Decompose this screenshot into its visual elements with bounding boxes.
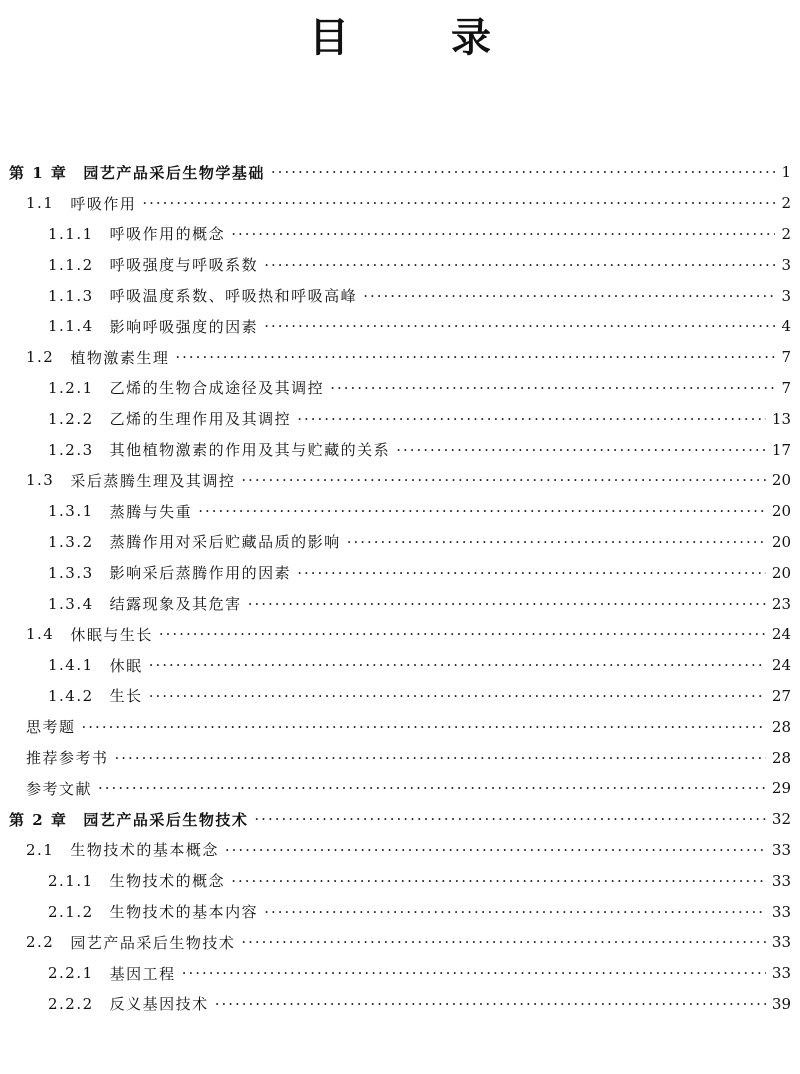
toc-entry-number: 1.1.1	[48, 224, 94, 243]
toc-entry-page-number: 27	[771, 686, 791, 705]
toc-subsection-entry[interactable]	[0, 311, 800, 342]
toc-entry-page-number: 24	[771, 625, 791, 644]
toc-entry-title: 呼吸作用	[70, 194, 137, 213]
toc-entry-number: 1.3.3	[48, 563, 94, 582]
toc-subsection-entry[interactable]	[0, 681, 800, 712]
toc-entry-title: 园艺产品采后生物技术	[83, 810, 249, 829]
toc-entry-title: 采后蒸腾生理及其调控	[70, 471, 236, 490]
toc-subsection-entry[interactable]	[0, 373, 800, 404]
toc-entry-title: 影响呼吸强度的因素	[109, 317, 259, 336]
toc-entry-title: 思考题	[26, 718, 76, 737]
toc-entry-page-number: 20	[771, 471, 791, 490]
toc-entry-page-number: 20	[771, 502, 791, 521]
toc-entry-page-number: 7	[781, 348, 791, 367]
toc-entry-number: 1.3.4	[48, 594, 94, 613]
toc-entry-page-number: 20	[771, 532, 791, 551]
toc-leader-dots	[330, 379, 775, 397]
toc-section-entry[interactable]	[0, 188, 800, 219]
toc-subsection-entry[interactable]	[0, 434, 800, 465]
toc-section-entry[interactable]	[0, 342, 800, 373]
toc-entry-number: 1.3.2	[48, 532, 94, 551]
toc-entry-title: 园艺产品采后生物技术	[70, 933, 236, 952]
toc-leader-dots	[149, 687, 766, 705]
toc-leader-dots	[142, 194, 775, 212]
toc-leader-dots	[182, 964, 766, 982]
toc-entry-title: 乙烯的生理作用及其调控	[109, 410, 292, 429]
toc-entry-title: 生物技术的概念	[109, 872, 226, 891]
toc-leader-dots	[231, 225, 775, 243]
toc-entry-number: 1.3.1	[48, 502, 94, 521]
toc-entry-page-number: 13	[771, 409, 791, 428]
toc-section-entry[interactable]	[0, 711, 800, 742]
toc-leader-dots	[264, 256, 775, 274]
toc-entry-number: 1.1	[26, 194, 55, 213]
toc-leader-dots	[159, 625, 766, 643]
toc-leader-dots	[198, 502, 766, 520]
toc-leader-dots	[215, 995, 766, 1013]
toc-subsection-entry[interactable]	[0, 249, 800, 280]
toc-entry-page-number: 23	[771, 594, 791, 613]
toc-entry-title: 呼吸作用的概念	[109, 225, 226, 244]
toc-leader-dots	[231, 872, 766, 890]
toc-subsection-entry[interactable]	[0, 989, 800, 1020]
toc-leader-dots	[297, 564, 766, 582]
toc-entry-page-number: 17	[771, 440, 791, 459]
toc-entry-number: 2.1.1	[48, 871, 94, 890]
toc-entry-number: 1.1.2	[48, 255, 94, 274]
toc-leader-dots	[115, 749, 766, 767]
toc-entry-number: 2.2.2	[48, 994, 94, 1013]
toc-leader-dots	[347, 533, 766, 551]
toc-entry-number: 第 2 章	[9, 810, 68, 829]
toc-section-entry[interactable]	[0, 927, 800, 958]
toc-entry-title: 生长	[109, 687, 143, 706]
toc-entry-page-number: 32	[771, 810, 791, 829]
toc-entry-page-number: 1	[781, 163, 791, 182]
toc-leader-dots	[241, 933, 766, 951]
toc-subsection-entry[interactable]	[0, 588, 800, 619]
toc-entry-number: 1.4.1	[48, 656, 94, 675]
toc-subsection-entry[interactable]	[0, 280, 800, 311]
toc-entry-number: 第 1 章	[9, 163, 68, 182]
toc-leader-dots	[241, 471, 766, 489]
toc-leader-dots	[264, 317, 775, 335]
toc-entry-page-number: 39	[771, 994, 791, 1013]
toc-section-entry[interactable]	[0, 742, 800, 773]
table-of-contents	[0, 157, 800, 1019]
toc-entry-number: 1.2	[26, 348, 55, 367]
toc-entry-number: 1.1.4	[48, 317, 94, 336]
toc-entry-page-number: 4	[781, 317, 791, 336]
toc-leader-dots	[254, 810, 766, 828]
toc-leader-dots	[175, 348, 775, 366]
toc-entry-page-number: 33	[771, 933, 791, 952]
toc-leader-dots	[82, 718, 766, 736]
toc-section-entry[interactable]	[0, 465, 800, 496]
toc-entry-title: 生物技术的基本内容	[109, 903, 259, 922]
toc-entry-page-number: 28	[771, 717, 791, 736]
toc-entry-page-number: 29	[771, 779, 791, 798]
toc-subsection-entry[interactable]	[0, 219, 800, 250]
toc-entry-page-number: 28	[771, 748, 791, 767]
toc-subsection-entry[interactable]	[0, 496, 800, 527]
toc-entry-page-number: 33	[771, 902, 791, 921]
toc-entry-title: 结露现象及其危害	[109, 595, 242, 614]
toc-entry-title: 影响采后蒸腾作用的因素	[109, 564, 292, 583]
toc-subsection-entry[interactable]	[0, 896, 800, 927]
toc-entry-number: 1.2.3	[48, 440, 94, 459]
toc-section-entry[interactable]	[0, 619, 800, 650]
toc-entry-title: 呼吸温度系数、呼吸热和呼吸高峰	[109, 287, 358, 306]
toc-entry-page-number: 33	[771, 871, 791, 890]
toc-entry-title: 蒸腾作用对采后贮藏品质的影响	[109, 533, 341, 552]
toc-entry-number: 1.4	[26, 625, 55, 644]
toc-leader-dots	[297, 410, 766, 428]
toc-leader-dots	[363, 287, 775, 305]
toc-chapter-entry[interactable]	[0, 804, 800, 835]
toc-entry-page-number: 33	[771, 840, 791, 859]
toc-subsection-entry[interactable]	[0, 527, 800, 558]
toc-entry-page-number: 2	[781, 224, 791, 243]
toc-entry-title: 植物激素生理	[70, 348, 170, 367]
toc-entry-title: 休眠与生长	[70, 625, 153, 644]
toc-entry-title: 园艺产品采后生物学基础	[83, 163, 265, 182]
toc-entry-title: 呼吸强度与呼吸系数	[109, 256, 259, 275]
toc-entry-page-number: 20	[771, 563, 791, 582]
toc-entry-number: 1.4.2	[48, 686, 94, 705]
toc-subsection-entry[interactable]	[0, 865, 800, 896]
toc-entry-page-number: 33	[771, 964, 791, 983]
page-title: 目 录	[309, 15, 535, 61]
toc-entry-number: 2.1.2	[48, 902, 94, 921]
toc-subsection-entry[interactable]	[0, 650, 800, 681]
toc-entry-number: 1.2.1	[48, 378, 94, 397]
toc-entry-title: 乙烯的生物合成途径及其调控	[109, 379, 325, 398]
toc-leader-dots	[149, 656, 766, 674]
toc-subsection-entry[interactable]	[0, 958, 800, 989]
toc-entry-number: 1.1.3	[48, 286, 94, 305]
toc-entry-title: 推荐参考书	[26, 749, 109, 768]
toc-entry-page-number: 2	[781, 194, 791, 213]
toc-entry-page-number: 24	[771, 656, 791, 675]
toc-subsection-entry[interactable]	[0, 557, 800, 588]
toc-entry-number: 2.1	[26, 840, 55, 859]
toc-subsection-entry[interactable]	[0, 403, 800, 434]
toc-entry-title: 其他植物激素的作用及其与贮藏的关系	[109, 441, 391, 460]
toc-entry-page-number: 7	[781, 378, 791, 397]
toc-entry-number: 1.2.2	[48, 409, 94, 428]
toc-entry-page-number: 3	[781, 255, 791, 274]
toc-entry-title: 参考文献	[26, 779, 93, 798]
toc-entry-number: 2.2	[26, 933, 55, 952]
toc-leader-dots	[264, 903, 766, 921]
toc-entry-title: 蒸腾与失重	[109, 502, 193, 521]
toc-entry-title: 反义基因技术	[109, 995, 209, 1014]
toc-entry-number: 2.2.1	[48, 964, 94, 983]
toc-entry-title: 休眠	[109, 656, 143, 675]
toc-leader-dots	[271, 163, 775, 181]
toc-chapter-entry[interactable]	[0, 157, 800, 188]
toc-entry-number: 1.3	[26, 471, 55, 490]
toc-leader-dots	[98, 779, 766, 797]
toc-leader-dots	[396, 441, 766, 459]
toc-leader-dots	[248, 595, 766, 613]
toc-entry-page-number: 3	[781, 286, 791, 305]
toc-section-entry[interactable]	[0, 773, 800, 804]
toc-section-entry[interactable]	[0, 835, 800, 866]
toc-leader-dots	[225, 841, 766, 859]
toc-entry-title: 生物技术的基本概念	[70, 841, 219, 860]
toc-entry-title: 基因工程	[109, 964, 176, 983]
